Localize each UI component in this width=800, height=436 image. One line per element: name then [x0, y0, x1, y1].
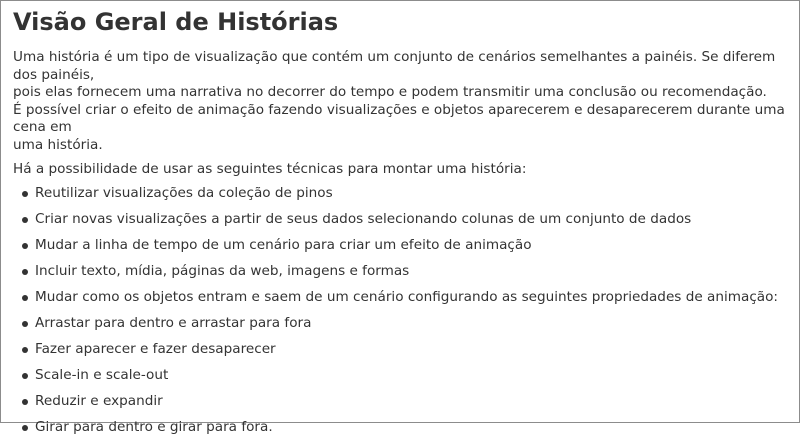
- list-item-text: Arrastar para dentro e arrastar para fora: [35, 315, 311, 331]
- list-item: [13, 289, 787, 307]
- list-item: [13, 237, 787, 255]
- document: [1, 1, 799, 436]
- list-item-text: Incluir texto, mídia, páginas da web, imagens e formas: [35, 263, 409, 279]
- list-item: [13, 393, 787, 411]
- bullet-icon: [22, 269, 28, 275]
- intro-paragraph: [13, 49, 787, 154]
- list-item-text: Criar novas visualizações a partir de seus dados selecionando colunas de um conjunto de dados: [35, 211, 691, 227]
- bullet-icon: [22, 217, 28, 223]
- list-item-text: Reutilizar visualizações da coleção de pinos: [35, 185, 333, 201]
- list-item: [13, 263, 787, 281]
- lead-paragraph: Há a possibilidade de usar as seguintes técnicas para montar uma história:: [13, 161, 787, 179]
- list-item: [13, 211, 787, 229]
- page-title: Visão Geral de Histórias: [13, 7, 787, 37]
- list-item-text: Fazer aparecer e fazer desaparecer: [35, 341, 276, 357]
- list-item-text: Scale-in e scale-out: [35, 367, 168, 383]
- list-item-text: Girar para dentro e girar para fora.: [35, 419, 273, 435]
- list-item-text: Reduzir e expandir: [35, 393, 163, 409]
- list-item: [13, 367, 787, 385]
- intro-line: uma história.: [13, 137, 787, 155]
- bullet-icon: [22, 373, 28, 379]
- intro-line: Uma história é um tipo de visualização que contém um conjunto de cenários semelhantes a painéis. Se diferem dos painéis,: [13, 49, 787, 84]
- list-item: [13, 315, 787, 333]
- intro-line: É possível criar o efeito de animação fazendo visualizações e objetos aparecerem e desaparecerem durante uma cena em: [13, 102, 787, 137]
- bullet-icon: [22, 399, 28, 405]
- techniques-list: [13, 185, 787, 436]
- list-item-text: Mudar a linha de tempo de um cenário para criar um efeito de animação: [35, 237, 532, 253]
- list-item: [13, 419, 787, 436]
- bullet-icon: [22, 191, 28, 197]
- list-item: [13, 341, 787, 359]
- bullet-icon: [22, 243, 28, 249]
- bullet-icon: [22, 295, 28, 301]
- list-item-text: Mudar como os objetos entram e saem de um cenário configurando as seguintes propriedades de animação:: [35, 289, 778, 305]
- bullet-icon: [22, 321, 28, 327]
- bullet-icon: [22, 347, 28, 353]
- intro-line: pois elas fornecem uma narrativa no decorrer do tempo e podem transmitir uma conclusão ou recomendação.: [13, 84, 787, 102]
- list-item: [13, 185, 787, 203]
- bullet-icon: [22, 425, 28, 431]
